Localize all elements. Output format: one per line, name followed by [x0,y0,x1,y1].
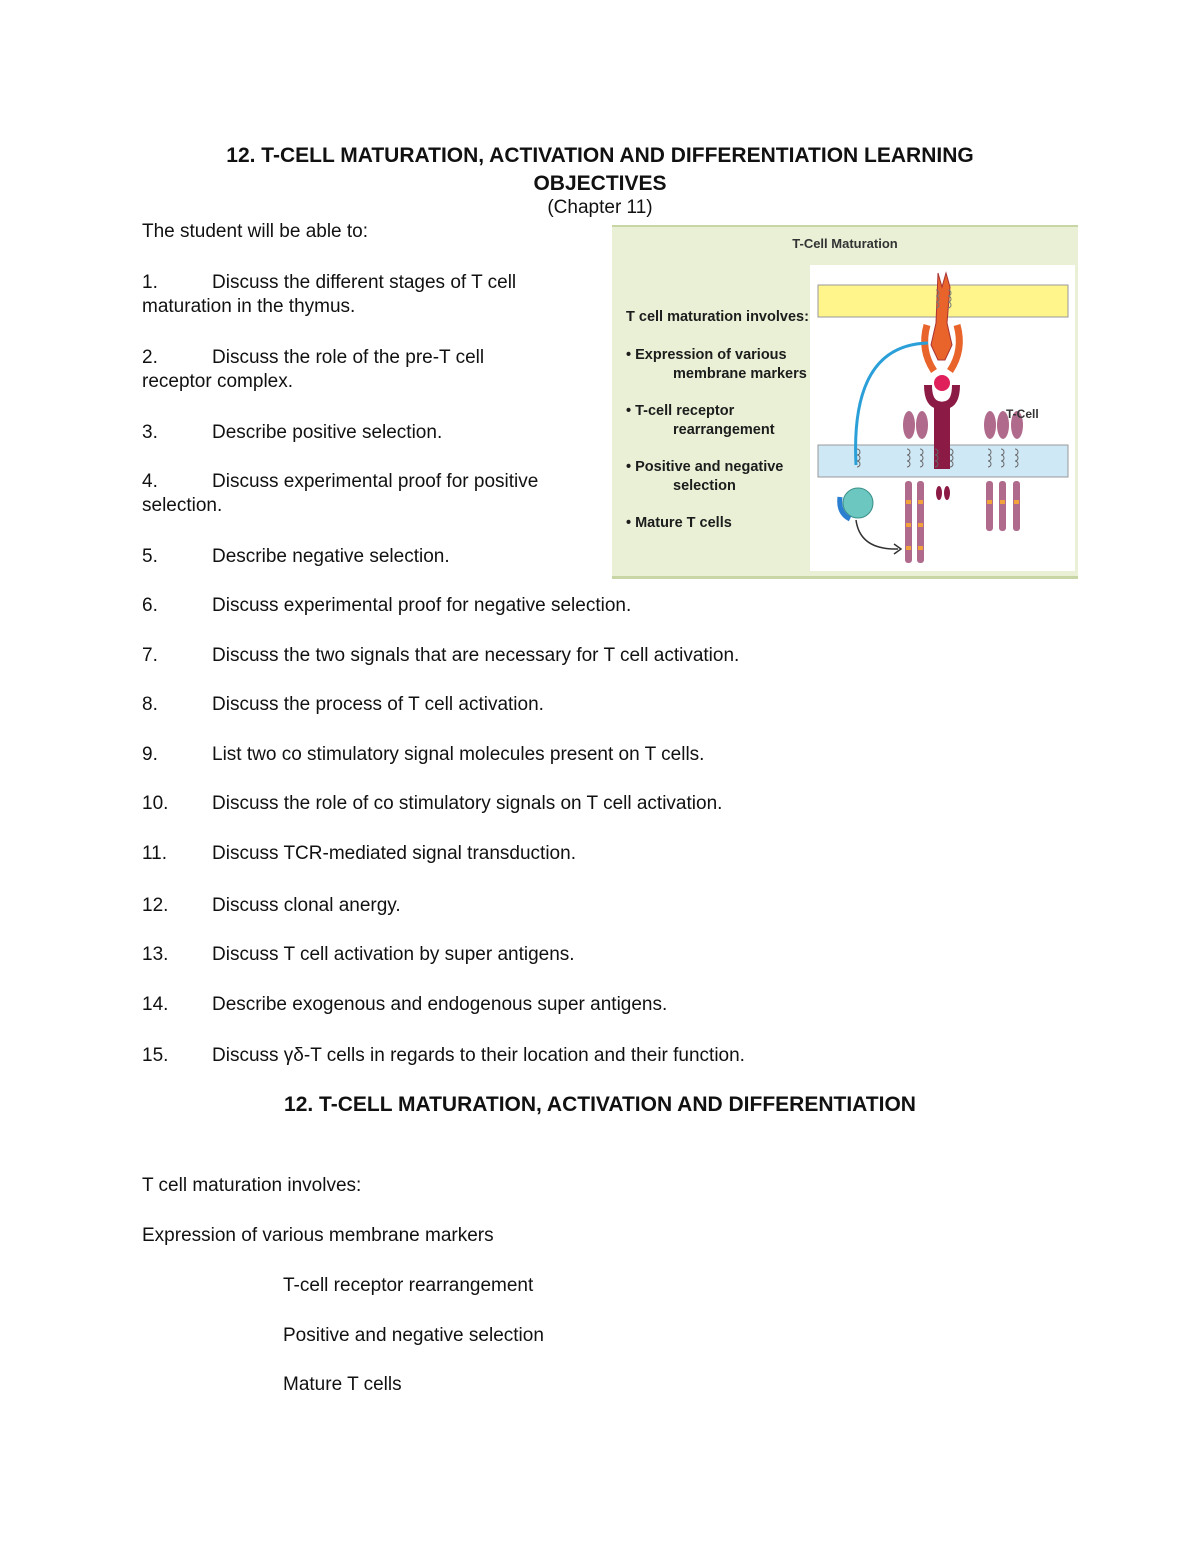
body-line-markers: Expression of various membrane markers [142,1225,494,1246]
objective-12 [142,894,401,918]
figure-item-1-cont: membrane markers [673,366,807,382]
objective-number: 2. [142,347,158,368]
objective-5 [142,545,582,569]
figure-item-3-cont: selection [673,478,736,494]
figure-item-4: • Mature T cells [626,515,732,531]
objective-text: Discuss γδ-T cells in regards to their location and their function. [212,1045,745,1066]
document-title-line-2: OBJECTIVES [533,172,667,195]
objective-text: Describe exogenous and endogenous super antigens. [212,994,668,1015]
t-cell-maturation-figure [612,225,1078,579]
objective-10 [142,792,722,816]
objective-text: Describe negative selection. [212,546,450,567]
cyan-signal-molecule [843,488,873,518]
objective-text: Discuss the two signals that are necessary for T cell activation. [212,645,740,666]
objective-text: Discuss clonal anergy. [212,895,401,916]
objective-number: 11. [142,843,168,864]
objective-1 [142,271,582,319]
marker-right-1 [984,411,996,439]
tcr-tail-right [944,486,950,500]
objective-text-continued: maturation in the thymus. [142,296,356,317]
objective-text: Discuss the process of T cell activation. [212,694,544,715]
document-title-line-1: 12. T-CELL MATURATION, ACTIVATION AND DIFFERENTIATION LEARNING [226,144,974,167]
objective-text: Discuss the role of co stimulatory signals on T cell activation. [212,793,723,814]
objective-4 [142,470,582,518]
objective-text: Discuss T cell activation by super antigens. [212,944,575,965]
objective-number: 4. [142,471,158,492]
objective-text: Discuss experimental proof for negative selection. [212,595,632,616]
objective-number: 14. [142,994,169,1015]
figure-item-3: • Positive and negative [626,459,784,475]
marker-left-2 [916,411,928,439]
marker-left-1 [903,411,915,439]
body-intro: T cell maturation involves: [142,1175,362,1196]
figure-item-2: • T-cell receptor [626,403,735,419]
objective-number: 3. [142,422,158,443]
objectives-intro: The student will be able to: [142,221,369,242]
objective-2 [142,346,582,394]
objective-number: 10. [142,793,169,814]
objective-number: 13. [142,944,169,965]
objective-number: 7. [142,645,158,666]
objective-text-continued: selection. [142,495,223,516]
objective-text: Discuss experimental proof for positive [212,471,539,492]
objective-7 [142,644,739,668]
objective-number: 12. [142,895,169,916]
objective-number: 8. [142,694,158,715]
document-subtitle: (Chapter 11) [547,197,653,218]
objective-number: 5. [142,546,158,567]
objective-9 [142,743,704,767]
objective-15 [142,1044,745,1068]
figure-item-1: • Expression of various [626,347,787,363]
objective-number: 9. [142,744,158,765]
objective-text: Discuss TCR-mediated signal transduction. [212,843,576,864]
body-line-mature: Mature T cells [283,1374,402,1395]
body-line-selection: Positive and negative selection [283,1325,544,1346]
objective-number: 15. [142,1045,169,1066]
objective-14 [142,993,667,1017]
objective-text: Discuss the role of the pre-T cell [212,347,485,368]
antigen-peptide [934,375,950,391]
figure-item-2-cont: rearrangement [673,422,775,438]
t-cell-label: T-Cell [1006,407,1039,421]
objective-text: Discuss the different stages of T cell [212,272,517,293]
figure-heading: T cell maturation involves: [626,309,809,325]
intracellular-tails [905,481,1020,563]
signal-arrow [856,520,898,549]
objective-text-continued: receptor complex. [142,371,294,392]
body-line-receptor: T-cell receptor rearrangement [283,1275,534,1296]
tcr-tail-left [936,486,942,500]
objective-number: 6. [142,595,158,616]
membrane-diagram [810,265,1075,571]
figure-title: T-Cell Maturation [792,236,898,251]
section-title: 12. T-CELL MATURATION, ACTIVATION AND DIFFERENTIATION [284,1093,916,1116]
objective-13 [142,943,575,967]
objective-8 [142,693,544,717]
objective-6 [142,594,631,618]
objective-3 [142,421,582,445]
objective-text: List two co stimulatory signal molecules present on T cells. [212,744,705,765]
objective-11 [142,842,576,866]
objective-text: Describe positive selection. [212,422,443,443]
objective-number: 1. [142,272,158,293]
